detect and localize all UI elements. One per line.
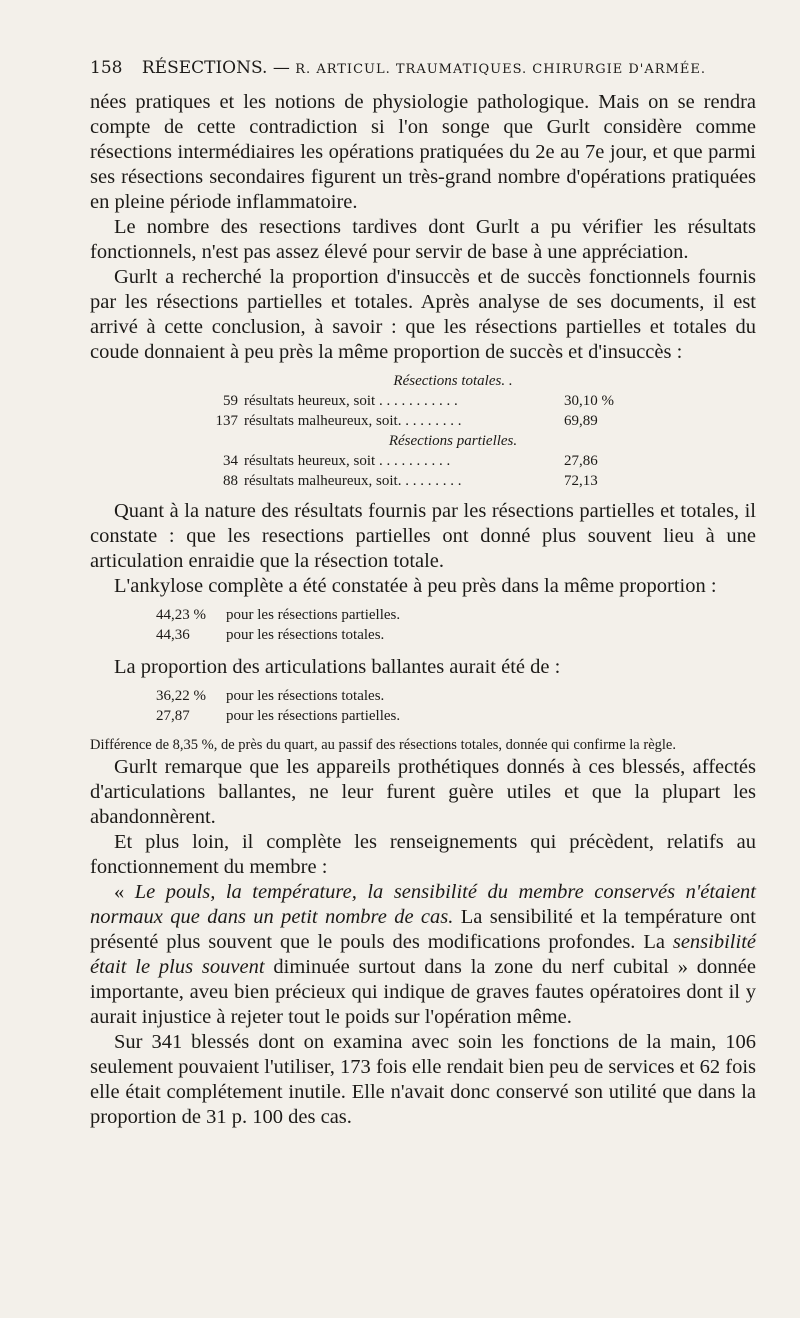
table-value: 27,86	[564, 453, 598, 469]
page-number: 158	[90, 58, 123, 78]
paragraph-9	[90, 880, 756, 1030]
table-count: 88	[223, 473, 238, 489]
table-count: 137	[215, 413, 238, 429]
quote-mid: La sensibilité et la température ont présenté plus souvent que le pouls des modifications profondes. La	[90, 906, 756, 953]
ankylose-list	[156, 605, 756, 645]
table-label: résultats malheureux, soit. . . . . . . . .	[244, 473, 462, 489]
list-item	[156, 625, 756, 645]
footnote: Différence de 8,35 %, de près du quart, au passif des résections totales, donnée qui confirme la règle.	[90, 737, 676, 753]
table-value: 72,13	[564, 473, 598, 489]
table-value: 69,89	[564, 413, 598, 429]
ballantes-list	[156, 686, 756, 726]
paragraph-2: Le nombre des resections tardives dont Gurlt a pu vérifier les résultats fonctionnels, n'est pas assez élevé pour servir de base à une appréciation.	[90, 216, 756, 263]
table-value: 30,10 %	[564, 393, 614, 409]
list-item	[156, 686, 756, 706]
paragraph-7: Gurlt remarque que les appareils prothétiques donnés à ces blessés, affectés d'articulations ballantes, ne leur furent guère utiles et que la plupart les abandonnèrent.	[90, 756, 756, 828]
paragraph-5: L'ankylose complète a été constatée à peu près dans la même proportion :	[114, 575, 717, 597]
list-value: 44,23 %	[156, 607, 206, 623]
table-label: résultats heureux, soit . . . . . . . . . . .	[244, 393, 458, 409]
quote-italic: Le pouls, la température, la sensibilité du membre conservés n'étaient normaux que dans un petit nombre de cas.	[90, 881, 757, 928]
list-value: 27,87	[156, 708, 190, 724]
quote-italic-2: sensibilité était le plus souvent	[90, 931, 756, 978]
list-value: 36,22 %	[156, 688, 206, 704]
list-label: pour les résections totales.	[226, 688, 385, 704]
table-heading-partial: Résections partielles.	[388, 433, 518, 449]
table-label: résultats malheureux, soit. . . . . . . . .	[244, 413, 462, 429]
table-row	[90, 411, 756, 431]
list-item	[156, 706, 756, 726]
running-subtitle: R. ARTICUL. TRAUMATIQUES. CHIRURGIE D'ARMÉE.	[295, 62, 706, 77]
paragraph-6: La proportion des articulations ballantes aurait été de :	[114, 656, 561, 678]
results-table	[90, 371, 756, 491]
table-row	[90, 451, 756, 471]
table-row	[90, 391, 756, 411]
table-label: résultats heureux, soit . . . . . . . . . .	[244, 453, 451, 469]
list-item	[156, 605, 756, 625]
running-header	[90, 58, 760, 78]
list-label: pour les résections totales.	[226, 627, 385, 643]
list-label: pour les résections partielles.	[226, 708, 401, 724]
list-value: 44,36	[156, 627, 190, 643]
paragraph-8: Et plus loin, il complète les renseignements qui précèdent, relatifs au fonctionnement du membre :	[90, 831, 756, 878]
table-count: 34	[223, 453, 238, 469]
paragraph-3: Gurlt a recherché la proportion d'insuccès et de succès fonctionnels fournis par les résections partielles et totales. Après analyse de ses documents, il est arrivé à cette conclusion, à savoir : que les résections partielles et totales du coude donnaient à peu près la même proportion de succès et d'insuccès :	[90, 266, 756, 363]
quote-open: «	[114, 881, 135, 903]
table-row	[90, 471, 756, 491]
paragraph-10: Sur 341 blessés dont on examina avec soin les fonctions de la main, 106 seulement pouvaient l'utiliser, 173 fois elle rendait bien peu de services et 62 fois elle était complétement inutile. Elle n'avait donc conservé son utilité que dans la proportion de 31 p. 100 des cas.	[90, 1031, 756, 1128]
paragraph-1: nées pratiques et les notions de physiologie pathologique. Mais on se rendra compte de cette contradiction si l'on songe que Gurlt considère comme résections intermédiaires les opérations pratiquées du 2e au 7e jour, et que parmi ses résections secondaires figurent un très-grand nombre d'opérations pratiquées en pleine période inflammatoire.	[90, 91, 756, 213]
table-heading-total: Résections totales. .	[393, 373, 513, 389]
quote-end: diminuée surtout dans la zone du nerf cubital » donnée importante, aveu bien précieux qui indique de graves fautes opératoires dont il y aurait injustice à rejeter tout le poids sur l'opération même.	[90, 956, 756, 1028]
table-count: 59	[223, 393, 238, 409]
list-label: pour les résections partielles.	[226, 607, 401, 623]
paragraph-4: Quant à la nature des résultats fournis par les résections partielles et totales, il constate : que les resections partielles ont donné plus souvent lieu à une articulation enraidie que la résection totale.	[90, 500, 756, 572]
body-text	[90, 90, 756, 1130]
running-title: RÉSECTIONS. —	[141, 58, 290, 78]
